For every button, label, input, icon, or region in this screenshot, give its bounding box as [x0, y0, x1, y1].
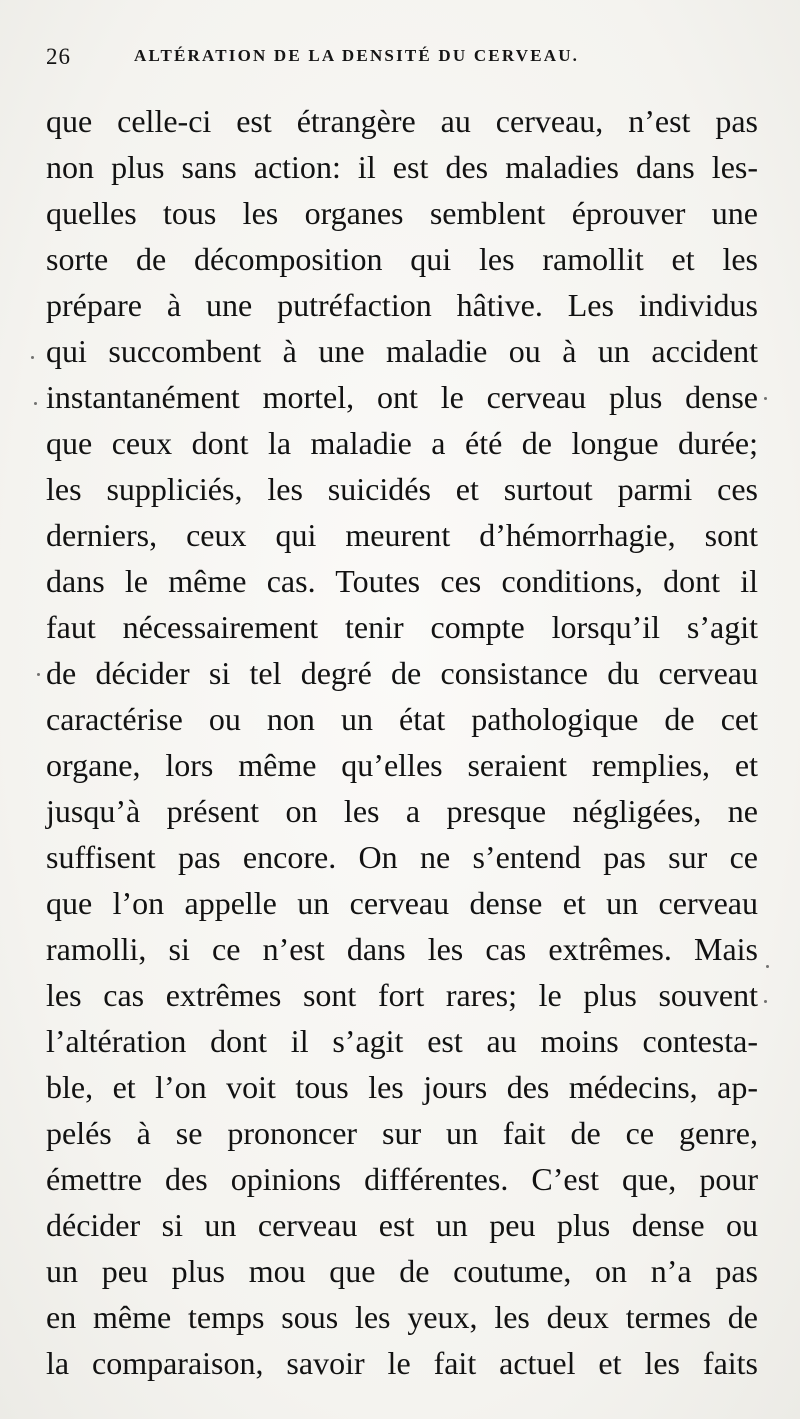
text-line: suffisent pas encore. On ne s’entend pas sur ce [46, 839, 758, 875]
print-speck [766, 965, 769, 968]
text-line: non plus sans action: il est des maladies dans les- [46, 149, 758, 185]
text-line: que l’on appelle un cerveau dense et un cerveau [46, 885, 758, 921]
page-number: 26 [46, 44, 71, 69]
print-speck [37, 673, 40, 676]
text-line: de décider si tel degré de consistance du cerveau [46, 655, 758, 691]
text-line: émettre des opinions différentes. C’est que, pour [46, 1161, 758, 1197]
text-line: organe, lors même qu’elles seraient remplies, et [46, 747, 758, 783]
text-line: les cas extrêmes sont fort rares; le plus souvent [46, 977, 758, 1013]
text-line: dans le même cas. Toutes ces conditions, dont il [46, 563, 758, 599]
text-line: l’altération dont il s’agit est au moins contesta- [46, 1023, 758, 1059]
text-line: quelles tous les organes semblent éprouver une [46, 195, 758, 231]
text-line: caractérise ou non un état pathologique de cet [46, 701, 758, 737]
text-line: que celle-ci est étrangère au cerveau, n’est pas [46, 103, 758, 139]
text-line: ble, et l’on voit tous les jours des médecins, ap- [46, 1069, 758, 1105]
text-line: derniers, ceux qui meurent d’hémorrhagie, sont [46, 517, 758, 553]
running-title: ALTÉRATION DE LA DENSITÉ DU CERVEAU. [134, 46, 580, 65]
text-line: jusqu’à présent on les a presque négligées, ne [46, 793, 758, 829]
text-line: qui succombent à une maladie ou à un accident [46, 333, 758, 369]
print-speck [34, 402, 37, 405]
text-line: décider si un cerveau est un peu plus dense ou [46, 1207, 758, 1243]
text-line: prépare à une putréfaction hâtive. Les individus [46, 287, 758, 323]
text-line: faut nécessairement tenir compte lorsqu’il s’agit [46, 609, 758, 645]
text-line: en même temps sous les yeux, les deux termes de [46, 1299, 758, 1335]
text-line: que ceux dont la maladie a été de longue durée; [46, 425, 758, 461]
print-speck [31, 356, 34, 359]
text-line: un peu plus mou que de coutume, on n’a pas [46, 1253, 758, 1289]
text-line: les suppliciés, les suicidés et surtout parmi ces [46, 471, 758, 507]
text-line: pelés à se prononcer sur un fait de ce genre, [46, 1115, 758, 1151]
body-text [46, 98, 758, 1386]
text-line: ramolli, si ce n’est dans les cas extrêmes. Mais [46, 931, 758, 967]
text-line: instantanément mortel, ont le cerveau plus dense [46, 379, 758, 415]
text-line: sorte de décomposition qui les ramollit et les [46, 241, 758, 277]
text-line: la comparaison, savoir le fait actuel et les faits [46, 1345, 758, 1381]
print-speck [764, 397, 767, 400]
page-header [46, 44, 758, 78]
print-speck [764, 1000, 767, 1003]
